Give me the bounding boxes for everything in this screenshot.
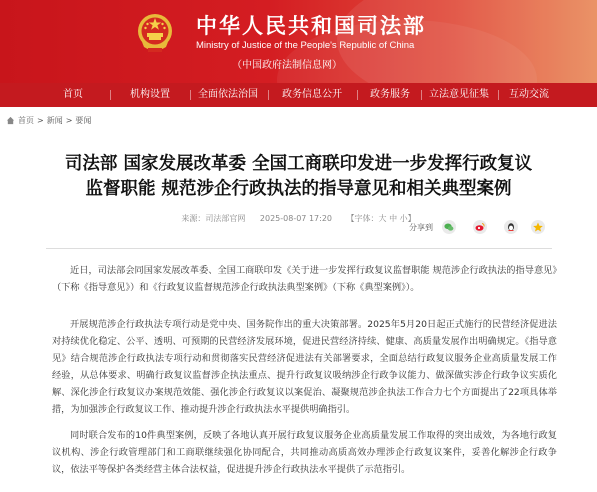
article-paragraph: 近日，司法部会同国家发展改革委、全国工商联印发《关于进一步发挥行政复议监督职能 规范涉企行政执法的指导意见》（下称《指导意见》）和《行政复议监督规范涉企行政执法典型案例》（下称《典型案例》）。 [52,265,557,293]
home-icon [6,116,15,125]
nav-item-organization[interactable]: 机构设置 [130,89,170,100]
nav-item-rule-of-law[interactable]: 全面依法治国 [198,89,258,100]
weibo-icon[interactable] [473,220,487,234]
site-title-english: Ministry of Justice of the People's Republic of China [196,40,415,51]
nav-item-services[interactable]: 政务服务 [370,89,410,100]
breadcrumb-news[interactable]: 新闻 [46,115,63,125]
breadcrumb-current[interactable]: 要闻 [75,115,92,125]
article-title-line: 司法部 国家发展改革委 全国工商联印发进一步发挥行政复议 [64,154,533,174]
article-paragraph: 开展规范涉企行政执法专项行动是党中央、国务院作出的重大决策部署。2025年5月20日起正式施行的民营经济促进法对持续优化稳定、公平、透明、可预期的民营经济发展环境，促进民营经济持续、健康、高质量发展作出明确规定。《指导意见》结合规范涉企行政执法专项行动和贯彻落实民营经济促进法有关部署要求，全面总结行政复议服务企业高质量发展工作经验，从总体要求、明确行政复议监督涉企执法重点、提升行政复议吸纳涉企行政争议能力、做深做实涉企行政争议实质化解、深化涉企行政复议办案规范效能、强化涉企行政复议以案促治、凝聚规范涉企执法工作合力七个方面提出了22项具体举措，为加强涉企行政复议工作、推动提升涉企行政执法水平提供明确指引。 [52,319,557,415]
nav-separator [357,90,358,100]
nav-separator [110,90,111,100]
wechat-icon[interactable] [442,220,456,234]
nav-separator [268,90,269,100]
nav-separator [421,90,422,100]
breadcrumb [6,114,91,126]
site-title: 中华人民共和国司法部 [196,13,426,38]
nav-item-home[interactable]: 首页 [63,89,83,100]
article-title-line: 监督职能 规范涉企行政执法的指导意见和相关典型案例 [85,179,512,199]
font-size-selector[interactable]: 【字体：大 中 小】 [346,214,416,223]
nav-separator [190,90,191,100]
national-emblem-icon[interactable] [136,12,174,54]
nav-item-government-info[interactable]: 政务信息公开 [282,89,342,100]
article-date: 2025-08-07 17:20 [259,214,332,223]
divider [46,248,552,249]
main-nav [0,83,597,107]
breadcrumb-home[interactable]: 首页 [18,115,34,125]
qq-icon[interactable] [504,220,518,234]
article-source: 来源：司法部官网 [181,214,246,223]
article-title [0,152,597,202]
nav-separator [498,90,499,100]
nav-item-legislation-feedback[interactable]: 立法意见征集 [429,89,489,100]
share-label: 分享到 [409,223,433,232]
nav-item-interaction[interactable]: 互动交流 [509,89,549,100]
breadcrumb-separator: > [65,115,73,125]
article-paragraph: 同时联合发布的10件典型案例，反映了各地认真开展行政复议服务企业高质量发展工作取得的突出成效，为各地行政复议机构、涉企行政管理部门和工商联继续强化协同配合，共同推动高质高效办理涉企行政复议案件，妥善化解涉企行政争议，依法平等保护各类经营主体合法权益，促进提升涉企行政执法水平提供了示范指引。 [52,430,557,475]
site-subtitle: （中国政府法制信息网） [232,60,342,71]
qzone-icon[interactable] [531,220,545,234]
site-header [0,0,597,83]
breadcrumb-separator: > [37,115,44,125]
